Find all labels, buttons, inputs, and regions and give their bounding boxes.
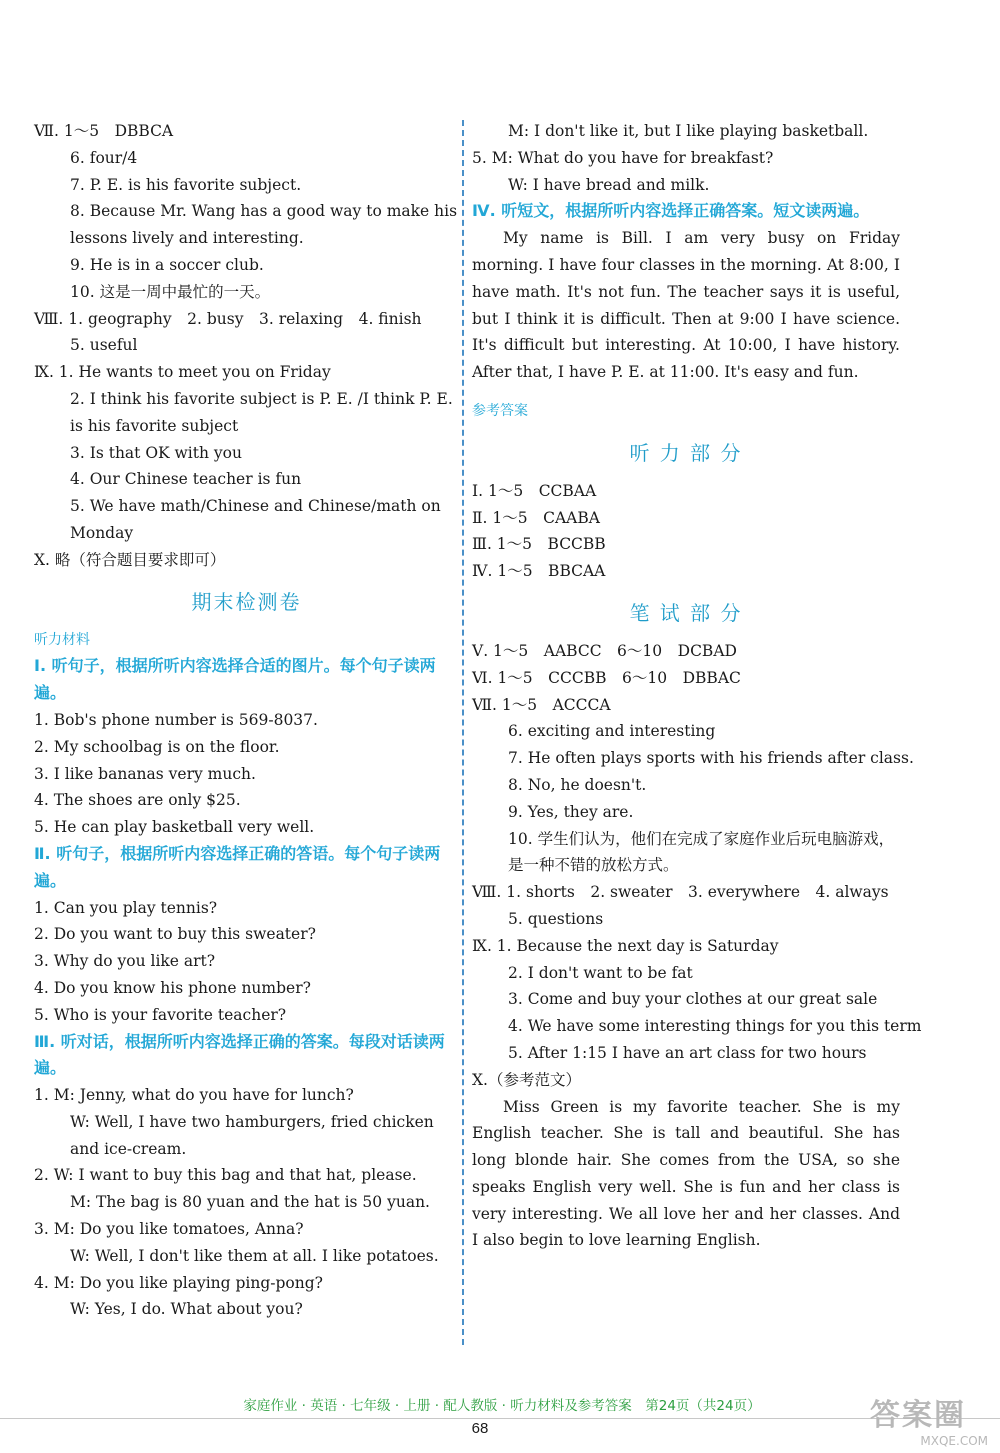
- spacer: [34, 615, 459, 627]
- spacer: [34, 574, 459, 586]
- text-line: 3. Why do you like art?: [34, 952, 216, 971]
- column-divider: [462, 120, 464, 1345]
- text-line: 8. No, he doesn't.: [508, 775, 647, 794]
- watermark-sub: MXQE.COM: [920, 1434, 988, 1448]
- section-heading: Ⅱ. 听句子，根据所听内容选择正确的答语。每个句子读两遍。: [34, 843, 441, 890]
- section-title: 听 力 部 分: [629, 440, 743, 465]
- section-title: 笔 试 部 分: [629, 600, 743, 625]
- text-line: 9. He is in a soccer club.: [70, 255, 264, 274]
- text-line: W: Well, I don't like them at all. I like potatoes.: [70, 1246, 439, 1265]
- text-line: Ⅸ. 1. He wants to meet you on Friday: [34, 363, 331, 382]
- page-number: 68: [471, 1420, 489, 1437]
- watermark-main: 答案圈: [870, 1398, 966, 1433]
- text-line: 6. four/4: [70, 148, 138, 167]
- text-line: Ⅹ.（参考范文）: [472, 1070, 581, 1089]
- text-line: 5. We have math/Chinese and Chinese/math on Monday: [70, 497, 441, 542]
- text-line: 4. M: Do you like playing ping-pong?: [34, 1273, 323, 1292]
- text-line: 1. M: Jenny, what do you have for lunch?: [34, 1086, 354, 1105]
- section-heading: Ⅰ. 听句子，根据所听内容选择合适的图片。每个句子读两遍。: [34, 656, 436, 703]
- text-line: 5. useful: [70, 336, 138, 355]
- text-line: Ⅷ. 1. shorts 2. sweater 3. everywhere 4. always: [472, 883, 889, 902]
- text-line: 8. Because Mr. Wang has a good way to make his lessons lively and interesting.: [70, 202, 458, 248]
- spacer: [472, 386, 900, 398]
- text-line: 2. W: I want to buy this bag and that hat, please.: [34, 1166, 417, 1185]
- text-line: Ⅹ. 略（符合题目要求即可）: [34, 550, 226, 569]
- text-line: 5. After 1:15 I have an art class for two hours: [508, 1043, 867, 1062]
- text-line: Ⅴ. 1～5 AABCC 6～10 DCBAD: [472, 641, 737, 660]
- text-line: 3. Is that OK with you: [70, 443, 242, 462]
- text-line: 4. The shoes are only $25.: [34, 791, 241, 810]
- text-line: Ⅳ. 1～5 BBCAA: [472, 562, 606, 581]
- text-line: Ⅰ. 1～5 CCBAA: [472, 481, 597, 500]
- footer-rule: [0, 1418, 1000, 1419]
- text-line: M: I don't like it, but I like playing basketball.: [508, 122, 869, 140]
- spacer: [472, 425, 900, 437]
- text-line: 10. 这是一周中最忙的一天。: [70, 282, 271, 301]
- text-line: Ⅲ. 1～5 BCCBB: [472, 535, 606, 554]
- left-column: [34, 118, 459, 1323]
- text-line: M: The bag is 80 yuan and the hat is 50 yuan.: [70, 1193, 430, 1212]
- spacer: [472, 626, 900, 638]
- right-column: [472, 118, 922, 1254]
- text-line: Ⅱ. 1～5 CAABA: [472, 508, 600, 527]
- text-line: 7. P. E. is his favorite subject.: [70, 175, 302, 194]
- text-line: 7. He often plays sports with his friends after class.: [508, 749, 914, 768]
- text-line: 2. I don't want to be fat: [508, 963, 693, 982]
- text-line: Ⅷ. 1. geography 2. busy 3. relaxing 4. finish: [34, 309, 422, 328]
- section-heading: Ⅲ. 听对话，根据所听内容选择正确的答案。每段对话读两遍。: [34, 1031, 445, 1078]
- text-line: Ⅵ. 1～5 CCCBB 6～10 DBBAC: [472, 668, 741, 687]
- text-line: 2. I think his favorite subject is P. E. /I think P. E. is his favorite subject: [70, 389, 453, 435]
- text-line: 参考答案: [472, 402, 528, 419]
- text-line: 10. 学生们认为，他们在完成了家庭作业后玩电脑游戏，是一种不错的放松方式。: [508, 829, 895, 875]
- text-line: 3. M: Do you like tomatoes, Anna?: [34, 1220, 304, 1239]
- text-line: 2. My schoolbag is on the floor.: [34, 737, 280, 756]
- text-line: 5. M: What do you have for breakfast?: [472, 148, 774, 167]
- text-line: 4. Do you know his phone number?: [34, 978, 311, 997]
- text-line: Ⅸ. 1. Because the next day is Saturday: [472, 936, 779, 955]
- text-line: Ⅶ. 1～5 DBBCA: [34, 122, 174, 140]
- text-line: My name is Bill. I am very busy on Friday morning. I have four classes in the morning. At 8:00, I have math. It's not fun. The teacher says it is useful, but I think it is difficult. Then at 9:00 I have science. It's difficult but interesting. At 10:00, I have history. After that, I have P. E. at 11:00. It's easy and fun.: [472, 229, 900, 382]
- spacer: [472, 585, 900, 597]
- text-line: 9. Yes, they are.: [508, 802, 634, 821]
- text-line: 3. I like bananas very much.: [34, 764, 256, 783]
- text-line: 4. We have some interesting things for you this term: [508, 1017, 922, 1036]
- text-line: 3. Come and buy your clothes at our great sale: [508, 990, 878, 1009]
- text-line: 4. Our Chinese teacher is fun: [70, 470, 302, 489]
- text-line: 2. Do you want to buy this sweater?: [34, 925, 316, 944]
- text-line: 听力材料: [34, 631, 90, 648]
- text-line: 5. He can play basketball very well.: [34, 818, 315, 837]
- text-line: 6. exciting and interesting: [508, 722, 716, 741]
- text-line: W: Yes, I do. What about you?: [70, 1300, 303, 1319]
- page-footer: 家庭作业 · 英语 · 七年级 · 上册 · 配人教版 · 听力材料及参考答案 第24页（共24页）: [243, 1398, 761, 1414]
- text-line: Miss Green is my favorite teacher. She is my English teacher. She is tall and beautiful. She has long blonde hair. She comes from the USA, so she speaks English very well. She is fun and her class is very interesting. We all love her and her classes. And I also begin to love learning English.: [472, 1097, 900, 1250]
- text-line: W: Well, I have two hamburgers, fried chicken and ice-cream.: [70, 1112, 434, 1158]
- text-line: W: I have bread and milk.: [508, 175, 710, 194]
- text-line: 1. Can you play tennis?: [34, 898, 218, 917]
- text-line: Ⅶ. 1～5 ACCCA: [472, 695, 611, 714]
- text-line: 5. questions: [508, 909, 604, 928]
- section-title: 期末检测卷: [191, 589, 302, 614]
- section-heading: Ⅳ. 听短文，根据所听内容选择正确答案。短文读两遍。: [472, 201, 870, 221]
- text-line: 5. Who is your favorite teacher?: [34, 1005, 287, 1024]
- watermark-logo: [870, 1390, 988, 1448]
- spacer: [472, 466, 900, 478]
- text-line: 1. Bob's phone number is 569-8037.: [34, 710, 318, 729]
